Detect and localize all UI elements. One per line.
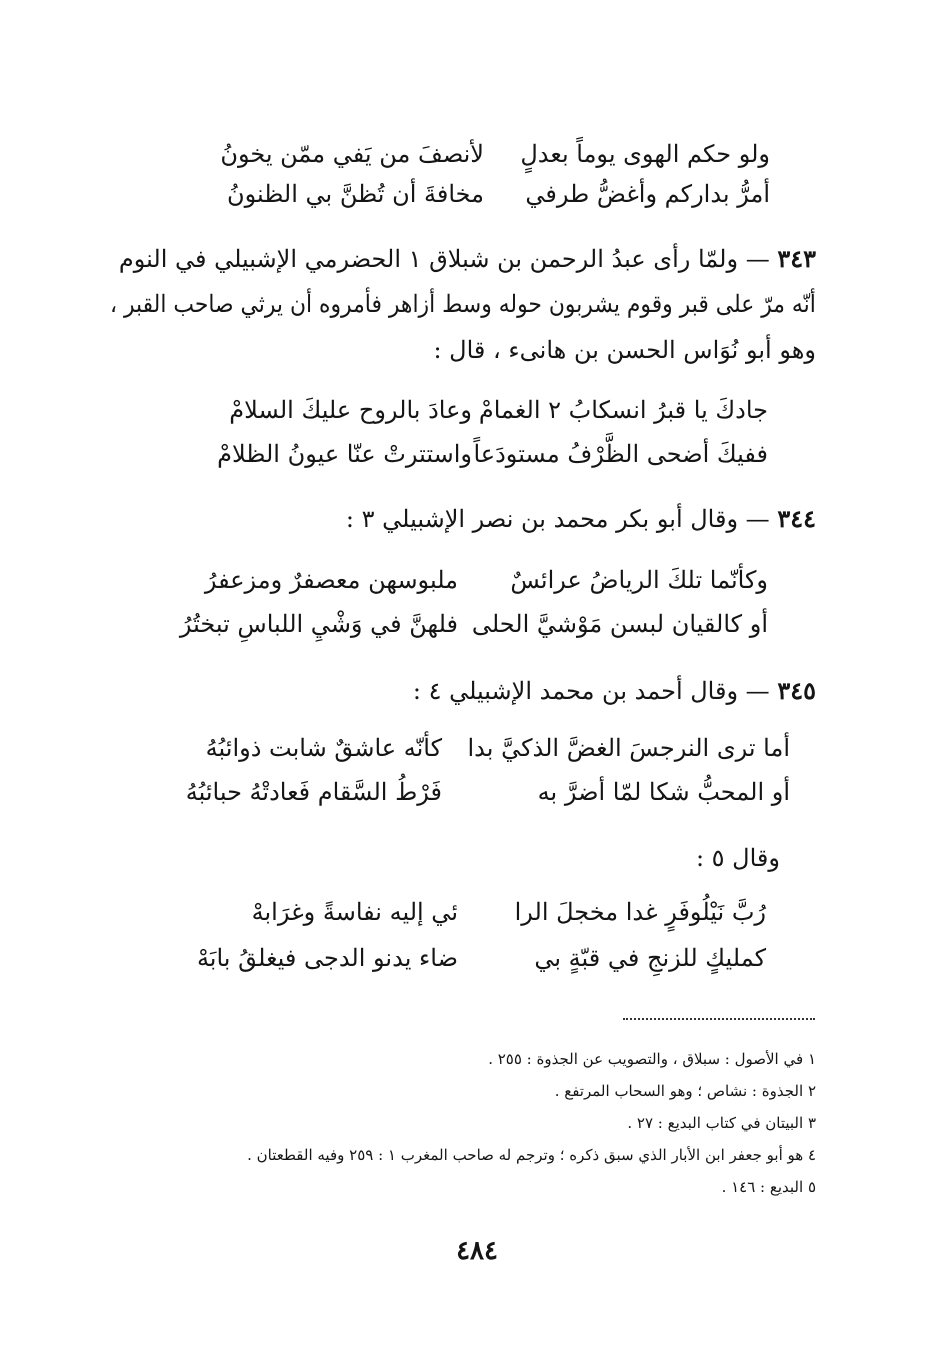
verse-1-first-hemistich: ولو حكم الهوى يوماً بعدلٍ <box>520 140 770 168</box>
verse-8-second-hemistich: فَرْطُ السَّقام فَعادتْهُ حبائبُهُ <box>185 778 442 806</box>
footnote-1: ١ في الأصول : سبلاق ، والتصويب عن الجذوة : ٢٥٥ . <box>488 1050 816 1068</box>
verse-9-second-hemistich: ئي إليه نفاسةً وغرَابهْ <box>251 898 458 926</box>
paragraph-344 <box>346 504 816 533</box>
footnote-3: ٣ البيتان في كتاب البديع : ٢٧ . <box>627 1114 816 1132</box>
paragraph-343-text-1: — ولمّا رأى عبدُ الرحمن بن شبلاق ١ الحضرمي الإشبيلي في النوم <box>118 245 770 273</box>
footnote-2: ٢ الجذوة : نشاص ؛ وهو السحاب المرتفع . <box>554 1082 816 1100</box>
verse-10-second-hemistich: ضاء يدنو الدجى فيغلقُ بابَهْ <box>196 944 458 972</box>
verse-10-first-hemistich: كمليكٍ للزنجِ في قبّةٍ بي <box>534 944 766 972</box>
paragraph-wa-qal: وقال ٥ : <box>695 844 780 872</box>
verse-8-first-hemistich: أو المحبُّ شكا لمّا أضرَّ به <box>537 778 790 806</box>
verse-6-second-hemistich: فلهنَّ في وَشْيِ اللباسِ تبختُرُ <box>179 610 458 638</box>
verse-3-second-hemistich: وعادَ بالروح عليكَ السلامْ <box>229 396 472 424</box>
verse-4-second-hemistich: واستترتْ عنّا عيونُ الظلامْ <box>217 440 472 468</box>
paragraph-345-text: — وقال أحمد بن محمد الإشبيلي ٤ : <box>412 677 770 705</box>
footnote-4: ٤ هو أبو جعفر ابن الأبار الذي سبق ذكره ؛ وترجم له صاحب المغرب ١ : ٢٥٩ وفيه القطعتان . <box>247 1146 816 1164</box>
paragraph-345 <box>413 676 816 705</box>
verse-3-first-hemistich: جادكَ يا قبرُ انسكابُ ٢ الغمامْ <box>478 396 768 424</box>
paragraph-344-text: — وقال أبو بكر محمد بن نصر الإشبيلي ٣ : <box>345 505 770 533</box>
verse-7-first-hemistich: أما ترى النرجسَ الغضَّ الذكيَّ بدا <box>467 734 790 762</box>
paragraph-number-345: ٣٤٥ <box>777 676 816 705</box>
verse-1-second-hemistich: لأنصفَ من يَفي ممّن يخونُ <box>220 140 484 168</box>
paragraph-343-line-2: أنّه مرّ على قبر وقوم يشربون حوله وسط أزاهر فأمروه أن يرثي صاحب القبر ، <box>110 290 816 318</box>
verse-7-second-hemistich: كأنّه عاشقٌ شابت ذوائبُهُ <box>205 734 442 762</box>
page-number: ٤٨٤ <box>456 1236 498 1266</box>
verse-4-first-hemistich: ففيكَ أضحى الظَّرْفُ مستودَعاً <box>473 440 768 468</box>
footnote-5: ٥ البديع : ١٤٦ . <box>721 1178 816 1196</box>
verse-2-first-hemistich: أمرُّ بداركم وأغضُّ طرفي <box>525 180 770 208</box>
verse-5-second-hemistich: ملبوسهن معصفرٌ ومزعفرُ <box>204 566 458 594</box>
paragraph-343-line-1 <box>119 244 816 273</box>
footnote-separator <box>623 1018 815 1020</box>
paragraph-number-344: ٣٤٤ <box>777 504 816 533</box>
verse-5-first-hemistich: وكأنّما تلكَ الرياضُ عرائسٌ <box>510 566 768 594</box>
paragraph-343-line-3: وهو أبو نُوَاس الحسن بن هانىء ، قال : <box>433 336 816 364</box>
verse-6-first-hemistich: أو كالقيان لبسن مَوْشيَّ الحلى <box>471 610 768 638</box>
paragraph-number-343: ٣٤٣ <box>777 244 816 273</box>
verse-2-second-hemistich: مخافةَ أن تُظنَّ بي الظنونُ <box>226 180 484 208</box>
verse-9-first-hemistich: رُبَّ نَيْلُوفَرٍ غدا مخجلَ الرا <box>514 898 766 926</box>
